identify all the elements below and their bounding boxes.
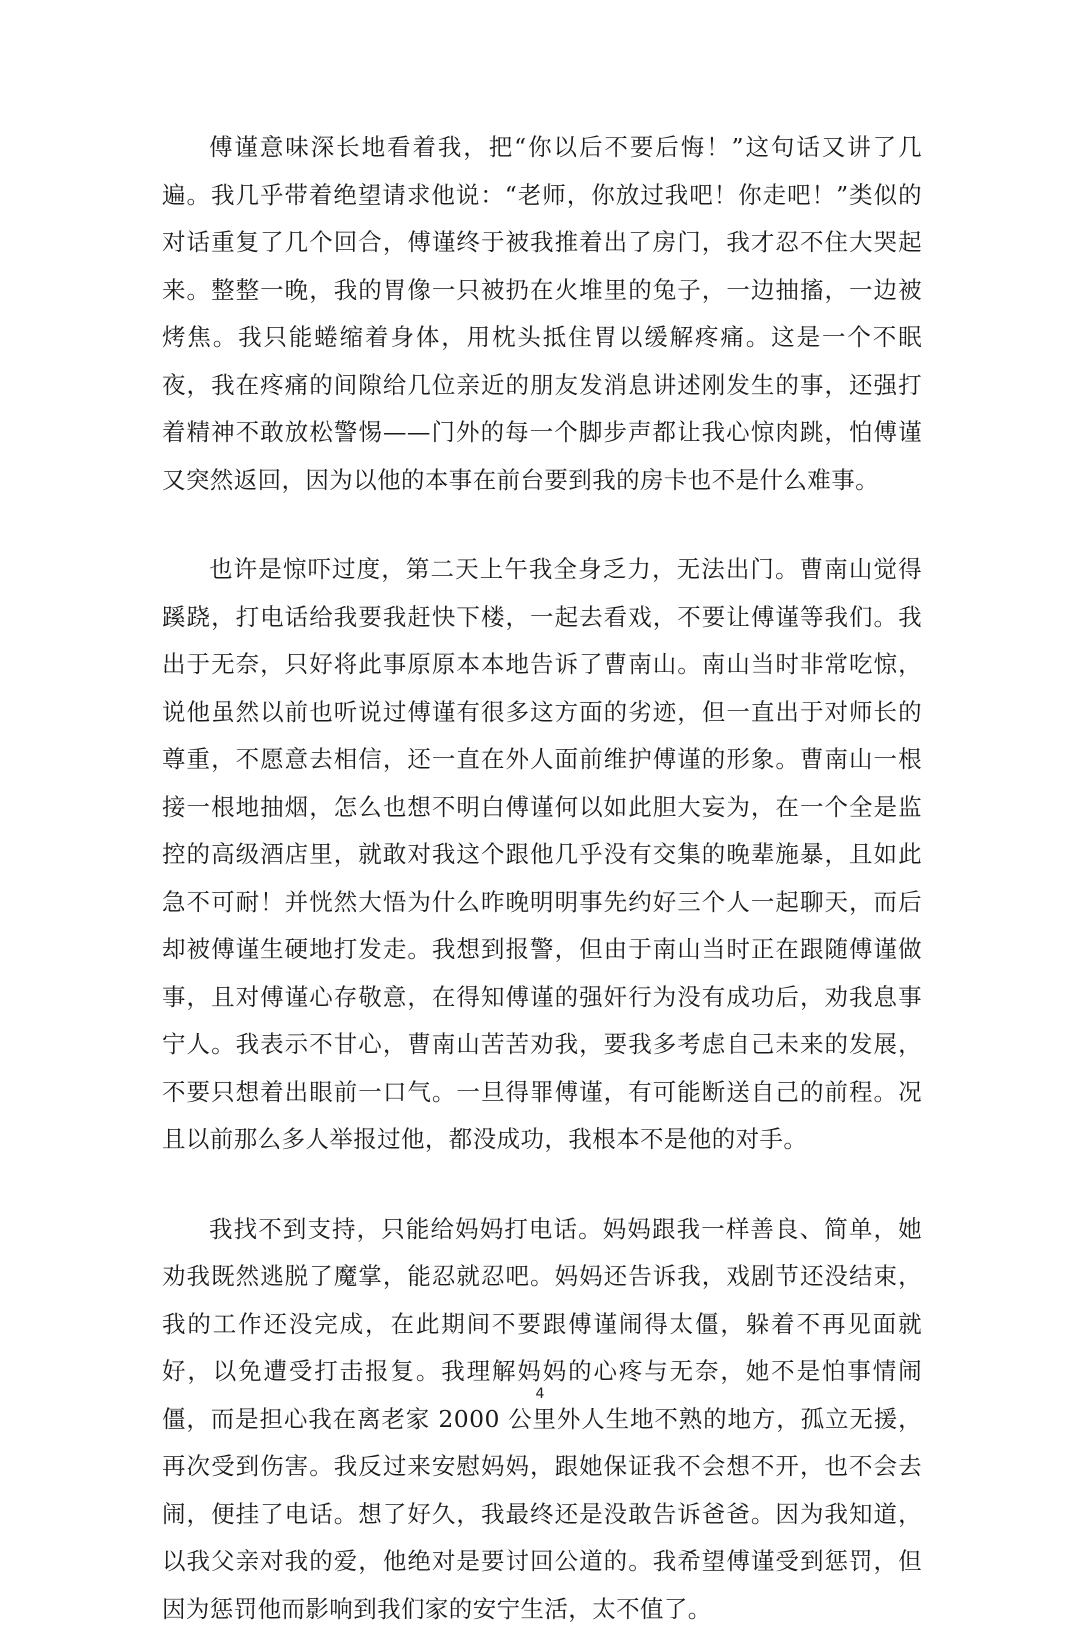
paragraph-3: 我找不到支持，只能给妈妈打电话。妈妈跟我一样善良、简单，她劝我既然逃脱了魔掌，能忍就忍吧。妈妈还告诉我，戏剧节还没结束，我的工作还没完成，在此期间不要跟傅谨闹得太僵，躲着不再见面就好，以免遭受打击报复。我理解妈妈的心疼与无奈，她不是怕事情闹僵，而是担心我在离老家 2000 公里外人生地不熟的地方，孤立无援，再次受到伤害。我反过来安慰妈妈，跟她保证我不会想不开，也不会去闹，便挂了电话。想了好久，我最终还是没敢告诉爸爸。因为我知道，以我父亲对我的爱，他绝对是要讨回公道的。我希望傅谨受到惩罚，但因为惩罚他而影响到我们家的安宁生活，太不值了。 xyxy=(162,1206,922,1633)
paragraph-2: 也许是惊吓过度，第二天上午我全身乏力，无法出门。曹南山觉得蹊跷，打电话给我要我赶快下楼，一起去看戏，不要让傅谨等我们。我出于无奈，只好将此事原原本本地告诉了曹南山。南山当时非常吃惊，说他虽然以前也听说过傅谨有很多这方面的劣迹，但一直出于对师长的尊重，不愿意去相信，还一直在外人面前维护傅谨的形象。曹南山一根接一根地抽烟，怎么也想不明白傅谨何以如此胆大妄为，在一个全是监控的高级酒店里，就敢对我这个跟他几乎没有交集的晚辈施暴，且如此急不可耐！并恍然大悟为什么昨晚明明事先约好三个人一起聊天，而后却被傅谨生硬地打发走。我想到报警，但由于南山当时正在跟随傅谨做事，且对傅谨心存敬意，在得知傅谨的强奸行为没有成功后，劝我息事宁人。我表示不甘心，曹南山苦苦劝我，要我多考虑自己未来的发展，不要只想着出眼前一口气。一旦得罪傅谨，有可能断送自己的前程。况且以前那么多人举报过他，都没成功，我根本不是他的对手。 xyxy=(162,546,922,1164)
page-number: 4 xyxy=(0,1386,1080,1402)
body-text xyxy=(162,124,922,1633)
paragraph-1: 傅谨意味深长地看着我，把“你以后不要后悔！”这句话又讲了几遍。我几乎带着绝望请求他说：“老师，你放过我吧！你走吧！”类似的对话重复了几个回合，傅谨终于被我推着出了房门，我才忍不住大哭起来。整整一晚，我的胃像一只被扔在火堆里的兔子，一边抽搐，一边被烤焦。我只能蜷缩着身体，用枕头抵住胃以缓解疼痛。这是一个不眠夜，我在疼痛的间隙给几位亲近的朋友发消息讲述刚发生的事，还强打着精神不敢放松警惕——门外的每一个脚步声都让我心惊肉跳，怕傅谨又突然返回，因为以他的本事在前台要到我的房卡也不是什么难事。 xyxy=(162,124,922,504)
